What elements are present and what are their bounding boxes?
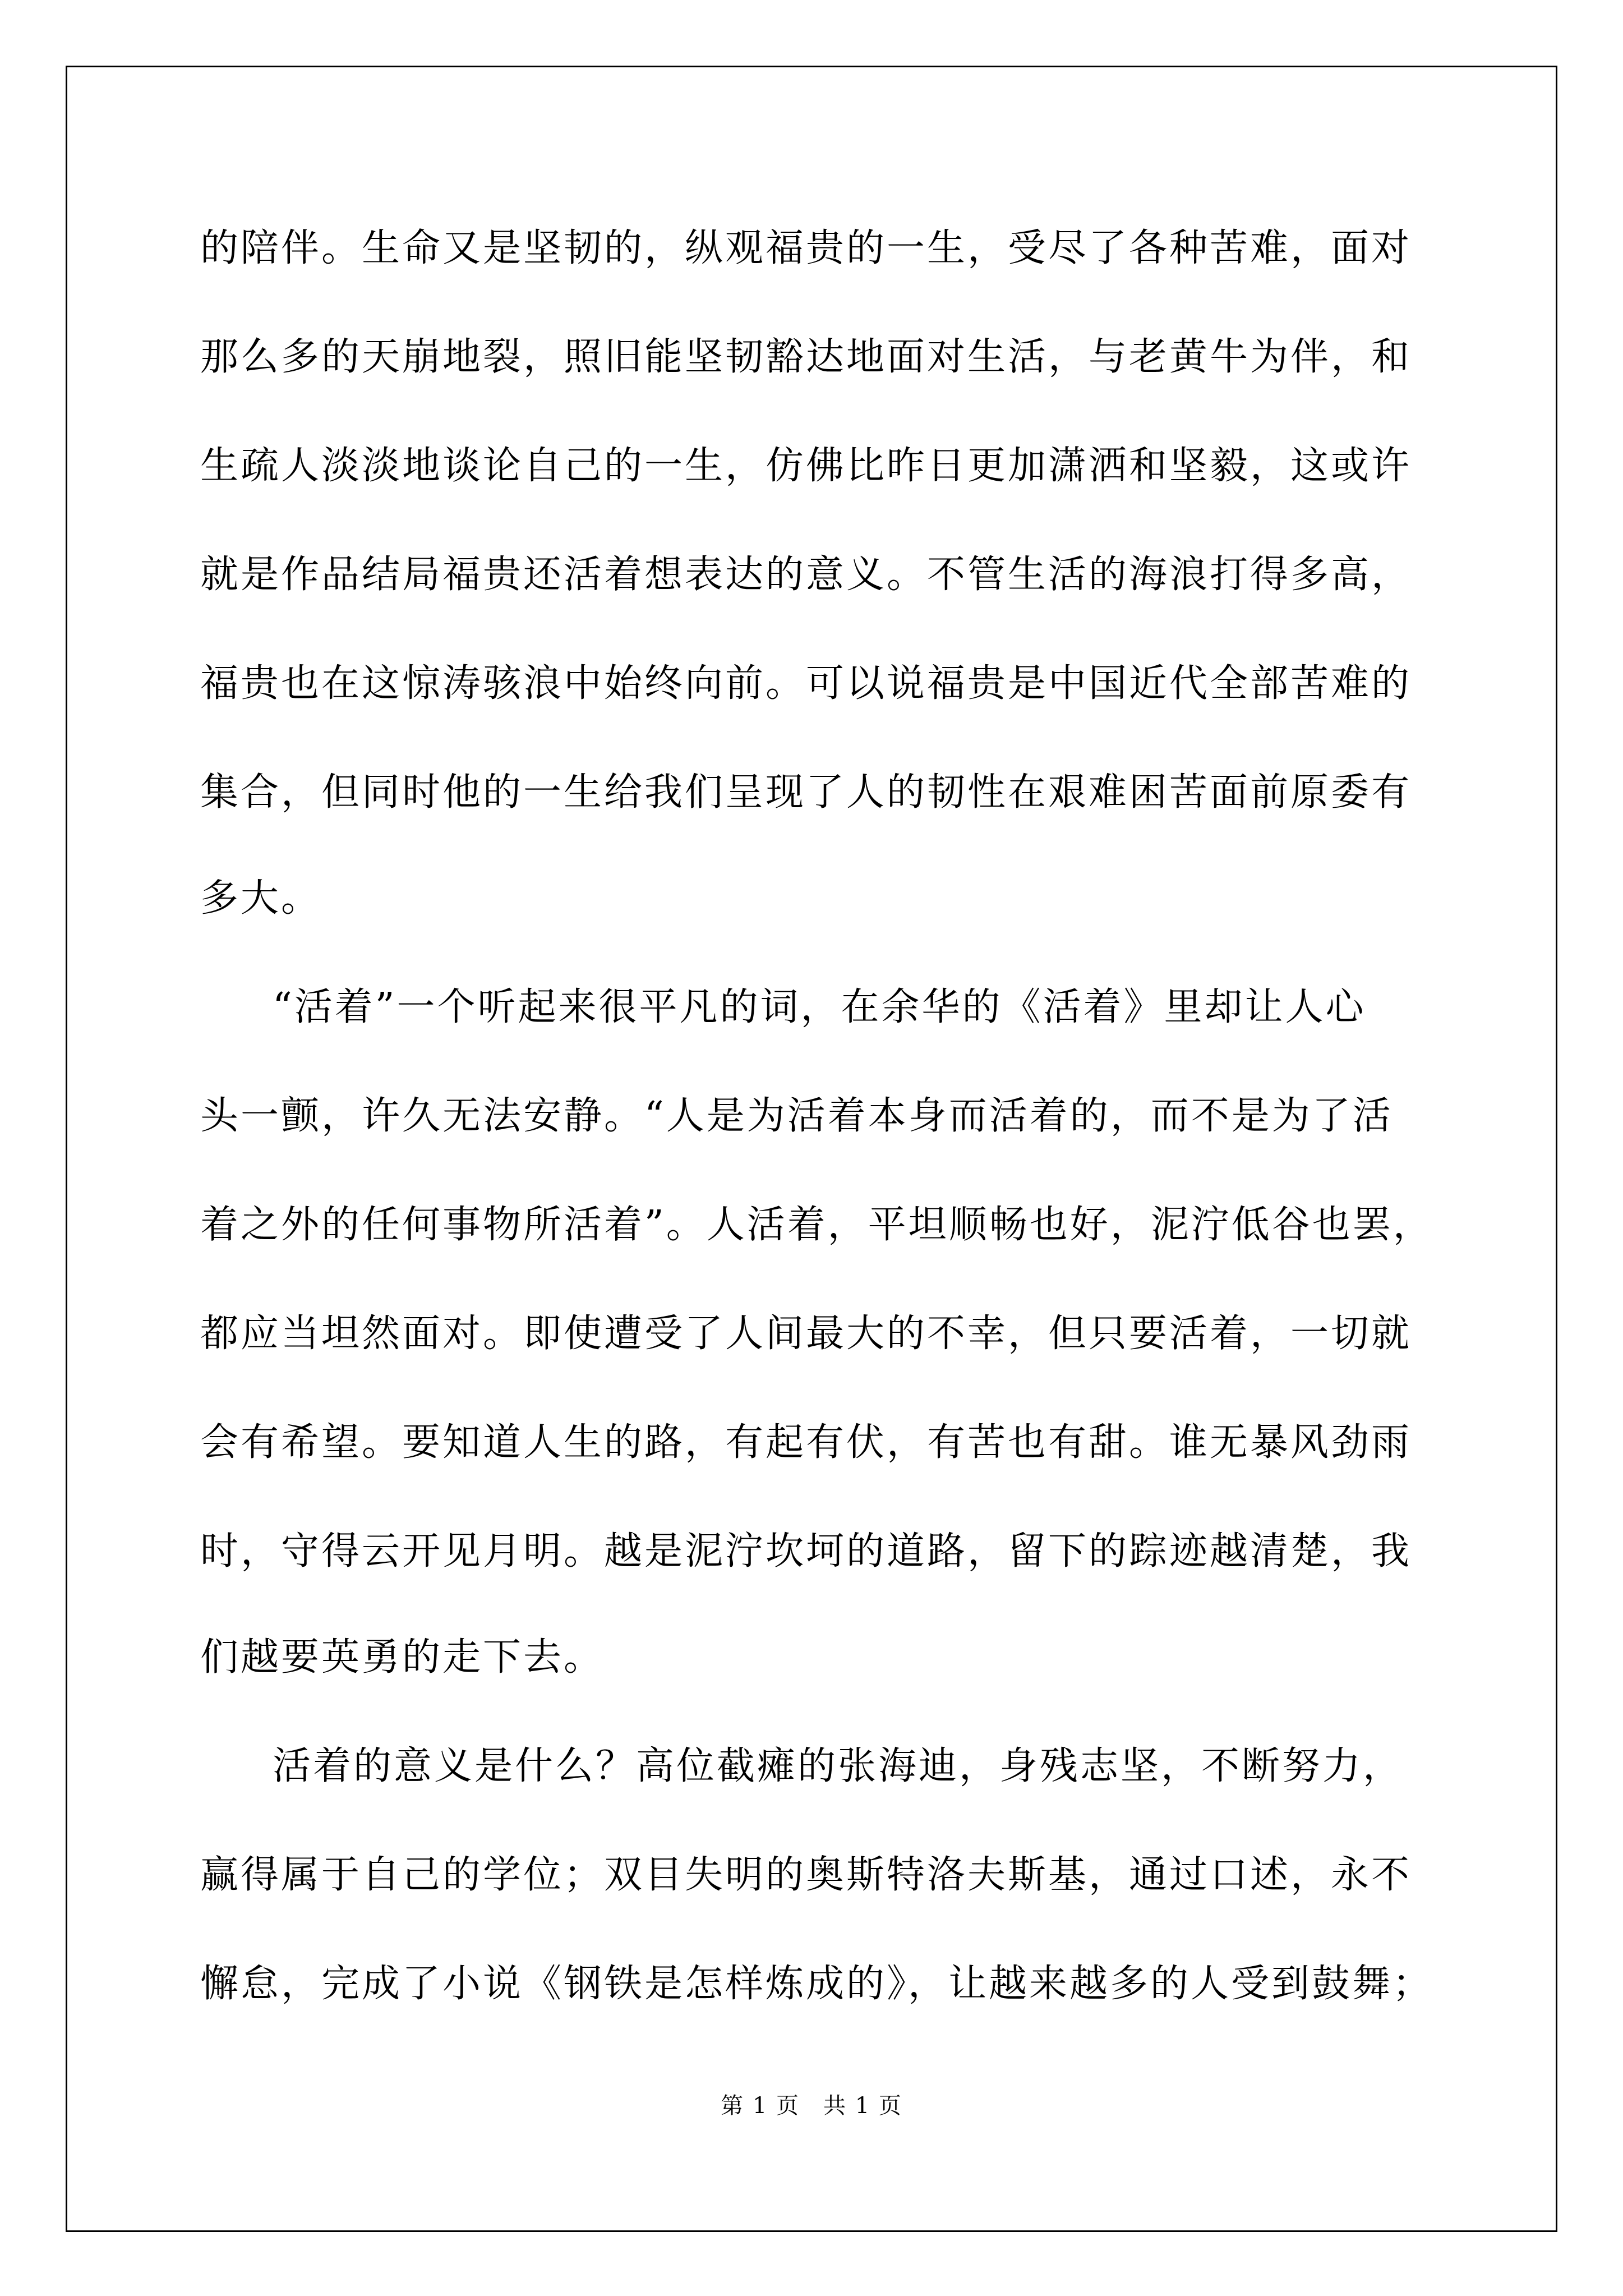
paragraph-2-line-2: 头一颤，许久无法安静。“人是为活着本身而活着的，而不是为了活 <box>200 1094 1393 1138</box>
paragraph-1-line-2: 那么多的天崩地裂，照旧能坚韧豁达地面对生活，与老黄牛为伴，和 <box>200 335 1412 379</box>
paragraph-3-line-3: 懈怠，完成了小说《钢铁是怎样炼成的》，让越来越多的人受到鼓舞； <box>200 1962 1433 2006</box>
paragraph-2-line-3: 着之外的任何事物所活着”。人活着，平坦顺畅也好，泥泞低谷也罢， <box>200 1203 1433 1247</box>
paragraph-2-line-4: 都应当坦然面对。即使遭受了人间最大的不幸，但只要活着，一切就 <box>200 1312 1412 1356</box>
paragraph-1-line-3: 生疏人淡淡地谈论自己的一生，仿佛比昨日更加潇洒和坚毅，这或许 <box>200 444 1412 488</box>
paragraph-2-line-7: 们越要英勇的走下去。 <box>200 1635 605 1680</box>
paragraph-3-line-1: 活着的意义是什么？高位截瘫的张海迪，身残志坚，不断努力， <box>273 1744 1404 1788</box>
paragraph-1-line-6: 集合，但同时他的一生给我们呈现了人的韧性在艰难困苦面前原委有 <box>200 770 1412 815</box>
paragraph-1-line-7: 多大。 <box>200 876 322 921</box>
paragraph-2-line-1: “活着”一个听起来很平凡的词，在余华的《活着》里却让人心 <box>273 985 1366 1029</box>
page-footer: 第 1 页 共 1 页 <box>721 2093 902 2119</box>
paragraph-2-line-5: 会有希望。要知道人生的路，有起有伏，有苦也有甜。谁无暴风劲雨 <box>200 1420 1412 1465</box>
paragraph-1-line-1: 的陪伴。生命又是坚韧的，纵观福贵的一生，受尽了各种苦难，面对 <box>200 226 1412 270</box>
paragraph-2-line-6: 时，守得云开见月明。越是泥泞坎坷的道路，留下的踪迹越清楚，我 <box>200 1529 1412 1573</box>
paragraph-3-line-2: 赢得属于自己的学位；双目失明的奥斯特洛夫斯基，通过口述，永不 <box>200 1853 1412 1897</box>
paragraph-1-line-5: 福贵也在这惊涛骇浪中始终向前。可以说福贵是中国近代全部苦难的 <box>200 661 1412 706</box>
paragraph-1-line-4: 就是作品结局福贵还活着想表达的意义。不管生活的海浪打得多高， <box>200 553 1412 597</box>
